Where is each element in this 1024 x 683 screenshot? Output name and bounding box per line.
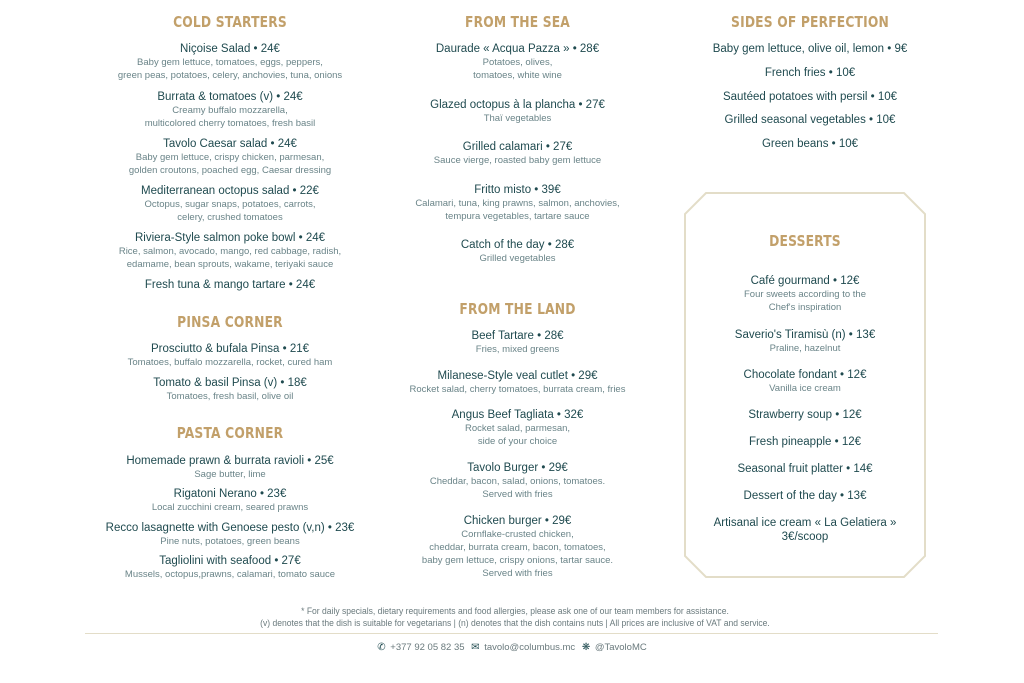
item-name: Tavolo Caesar salad • 24€: [163, 138, 297, 150]
menu-item: [385, 408, 650, 448]
menu-item: [80, 521, 380, 548]
item-desc: Thaï vegetables: [483, 113, 552, 124]
item-desc: Cornflake-crusted chicken,: [461, 529, 574, 540]
item-desc: Baby gem lettuce, tomatoes, eggs, peppers,: [137, 57, 323, 68]
item-name: Grilled seasonal vegetables • 10€: [724, 114, 896, 126]
item-name: Fresh tuna & mango tartare • 24€: [144, 279, 316, 291]
footer-divider: [85, 633, 938, 634]
section-title-from-the-sea: FROM THE SEA: [465, 13, 570, 31]
item-desc: Local zucchini cream, seared prawns: [151, 502, 309, 513]
item-desc: Served with fries: [482, 489, 553, 500]
item-name: Café gourmand • 12€: [750, 275, 860, 287]
menu-item: [385, 183, 650, 223]
item-name: Glazed octopus à la plancha • 27€: [430, 99, 605, 111]
menu-item: [80, 231, 380, 271]
item-desc: green peas, potatoes, celery, anchovies, tuna, onions: [117, 70, 343, 81]
item-name: Fritto misto • 39€: [474, 184, 561, 196]
item-name: Catch of the day • 28€: [460, 239, 575, 251]
item-name: Niçoise Salad • 24€: [180, 43, 280, 55]
menu-item: [80, 278, 380, 292]
item-desc: Sauce vierge, roasted baby gem lettuce: [433, 155, 602, 166]
menu-item: [80, 454, 380, 481]
item-desc: Sage butter, lime: [194, 469, 266, 480]
footer-note-line-2: (v) denotes that the dish is suitable for vegetarians | (n) denotes that the dish contains nuts | All prices are inclusive of VAT and service.: [260, 618, 770, 628]
item-desc: Potatoes, olives,: [482, 57, 553, 68]
menu-item: [385, 329, 650, 356]
item-name: Tagliolini with seafood • 27€: [159, 555, 301, 567]
item-name: Tomato & basil Pinsa (v) • 18€: [153, 377, 307, 389]
item-name: Beef Tartare • 28€: [471, 330, 564, 342]
item-name: Chicken burger • 29€: [463, 515, 572, 527]
section-title-sides: SIDES OF PERFECTION: [731, 13, 889, 31]
item-desc: Grilled vegetables: [479, 253, 556, 264]
item-desc: Mussels, octopus,prawns, calamari, tomato sauce: [124, 569, 336, 580]
item-desc: Praline, hazelnut: [769, 343, 841, 354]
social-handle[interactable]: @TavoloMC: [594, 642, 647, 653]
menu-item: [684, 408, 926, 422]
item-desc: cheddar, burrata cream, bacon, tomatoes,: [429, 542, 606, 553]
item-name: Riviera-Style salmon poke bowl • 24€: [134, 232, 326, 244]
section-title-cold-starters: COLD STARTERS: [173, 13, 287, 31]
menu-item: [80, 342, 380, 369]
menu-item: [80, 376, 380, 403]
item-name: Saverio's Tiramisù (n) • 13€: [734, 329, 876, 341]
menu-item: [684, 328, 926, 355]
item-desc: Pine nuts, potatoes, green beans: [160, 536, 300, 547]
item-desc: Rocket salad, cherry tomatoes, burrata cream, fries: [409, 384, 626, 395]
menu-item: [385, 140, 650, 167]
item-name: Grilled calamari • 27€: [462, 141, 573, 153]
menu-item: [80, 42, 380, 82]
item-name: French fries • 10€: [764, 67, 856, 79]
menu-item: [80, 90, 380, 130]
item-desc: edamame, bean sprouts, wakame, teriyaki sauce: [126, 259, 334, 270]
item-desc: tempura vegetables, tartare sauce: [445, 211, 590, 222]
menu-item: [80, 554, 380, 581]
footer-note-line-1: * For daily specials, dietary requirements and food allergies, please ask one of our team members for assistance.: [301, 606, 729, 616]
menu-item: [680, 137, 940, 151]
menu-item: [385, 238, 650, 265]
menu-item: [385, 369, 650, 396]
menu-item: [684, 274, 926, 314]
item-name: Homemade prawn & burrata ravioli • 25€: [126, 455, 334, 467]
item-desc: Creamy buffalo mozzarella,: [172, 105, 288, 116]
item-desc: Tomatoes, fresh basil, olive oil: [166, 391, 294, 402]
menu-item: [684, 462, 926, 476]
section-title-pasta-corner: PASTA CORNER: [176, 424, 284, 442]
menu-item: [80, 184, 380, 224]
menu-item: [385, 42, 650, 82]
menu-item: [80, 487, 380, 514]
item-name: Artisanal ice cream « La Gelatiera »: [713, 517, 897, 529]
item-desc: Vanilla ice cream: [769, 383, 841, 394]
desserts-panel: [684, 192, 926, 578]
item-desc: Calamari, tuna, king prawns, salmon, anchovies,: [415, 198, 620, 209]
menu-item: [680, 42, 940, 56]
mail-icon: ✉: [471, 642, 480, 653]
menu-item: [385, 461, 650, 501]
item-desc: tomatoes, white wine: [473, 70, 562, 81]
item-price: 3€/scoop: [781, 531, 829, 543]
item-desc: side of your choice: [477, 436, 558, 447]
item-desc: Tomatoes, buffalo mozzarella, rocket, cured ham: [127, 357, 333, 368]
item-name: Chocolate fondant • 12€: [743, 369, 867, 381]
item-name: Angus Beef Tagliata • 32€: [451, 409, 584, 421]
phone-number[interactable]: +377 92 05 82 35: [390, 642, 465, 653]
menu-item: [385, 514, 650, 580]
email-address[interactable]: tavolo@columbus.mc: [484, 642, 576, 653]
item-desc: Fries, mixed greens: [475, 344, 560, 355]
menu-item: [684, 435, 926, 449]
menu-item: [680, 66, 940, 80]
middle-column: [385, 0, 650, 600]
menu-item: [680, 113, 940, 127]
item-name: Mediterranean octopus salad • 22€: [141, 185, 319, 197]
menu-item: [385, 98, 650, 125]
item-desc: golden croutons, poached egg, Caesar dressing: [128, 165, 332, 176]
item-desc: Baby gem lettuce, crispy chicken, parmesan,: [135, 152, 325, 163]
instagram-icon: ❋: [581, 642, 591, 653]
item-desc: Served with fries: [482, 568, 553, 579]
section-title-desserts: DESSERTS: [769, 232, 841, 250]
item-name: Strawberry soup • 12€: [748, 409, 862, 421]
item-desc: Chef's inspiration: [768, 302, 842, 313]
item-name: Seasonal fruit platter • 14€: [737, 463, 873, 475]
menu-item: [684, 368, 926, 395]
contact-bar: [0, 642, 1024, 653]
footer-note: [102, 605, 929, 629]
menu-item: [684, 489, 926, 503]
item-name: Fresh pineapple • 12€: [748, 436, 862, 448]
item-name: Rigatoni Nerano • 23€: [173, 488, 287, 500]
section-title-from-the-land: FROM THE LAND: [459, 300, 576, 318]
menu-item: [684, 516, 926, 544]
item-name: Green beans • 10€: [761, 138, 859, 150]
item-name: Dessert of the day • 13€: [743, 490, 867, 502]
item-desc: Four sweets according to the: [744, 289, 866, 300]
item-name: Recco lasagnette with Genoese pesto (v,n) • 23€: [105, 522, 355, 534]
item-name: Daurade « Acqua Pazza » • 28€: [435, 43, 600, 55]
item-desc: multicolored cherry tomatoes, fresh basil: [144, 118, 316, 129]
item-desc: Octopus, sugar snaps, potatoes, carrots,: [144, 199, 316, 210]
item-name: Tavolo Burger • 29€: [467, 462, 568, 474]
item-name: Prosciutto & bufala Pinsa • 21€: [150, 343, 310, 355]
section-title-pinsa-corner: PINSA CORNER: [177, 313, 283, 331]
item-name: Baby gem lettuce, olive oil, lemon • 9€: [712, 43, 908, 55]
menu-item: [80, 137, 380, 177]
left-column: [80, 0, 380, 600]
item-desc: baby gem lettuce, crispy onions, tartar sauce.: [421, 555, 614, 566]
item-desc: Rocket salad, parmesan,: [464, 423, 571, 434]
menu-item: [680, 90, 940, 104]
item-desc: Rice, salmon, avocado, mango, red cabbage, radish,: [118, 246, 342, 257]
item-name: Burrata & tomatoes (v) • 24€: [157, 91, 303, 103]
item-name: Milanese-Style veal cutlet • 29€: [437, 370, 598, 382]
item-desc: Cheddar, bacon, salad, onions, tomatoes.: [429, 476, 606, 487]
item-name: Sautéed potatoes with persil • 10€: [722, 91, 898, 103]
item-desc: celery, crushed tomatoes: [177, 212, 283, 223]
phone-icon: ✆: [377, 642, 386, 653]
